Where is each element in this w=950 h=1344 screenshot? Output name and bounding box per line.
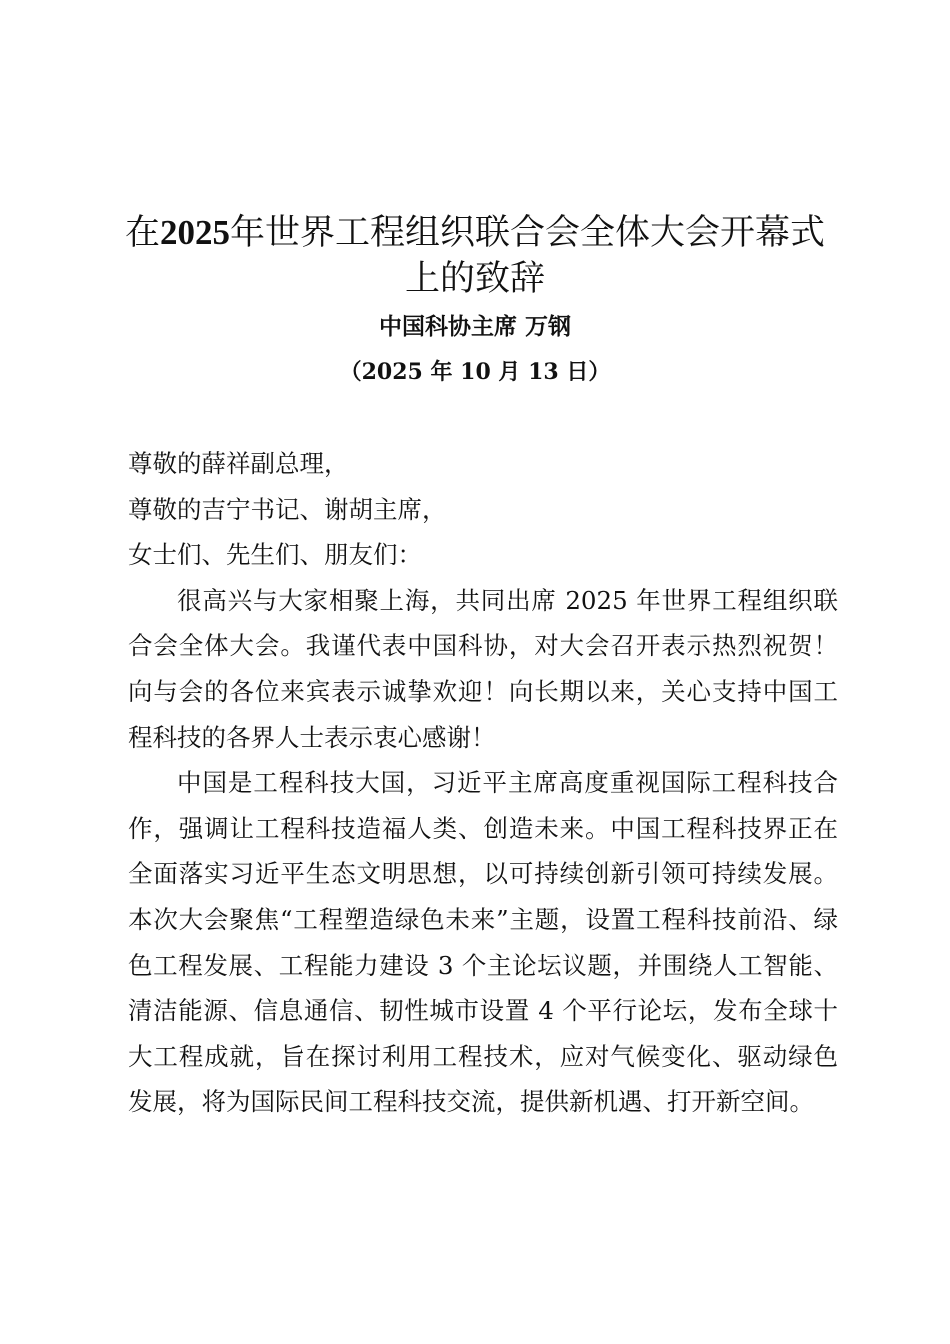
speaker-byline: 中国科协主席 万钢 xyxy=(378,313,571,340)
body-paragraph: 中国是工程科技大国，习近平主席高度重视国际工程科技合作，强调让工程科技造福人类、创造未来。中国工程科技界正在全面落实习近平生态文明思想，以可持续创新引领可持续发展。本次大会聚焦“工程塑造绿色未来”主题，设置工程科技前沿、绿色工程发展、工程能力建设 3 个主论坛议题，并围绕人工智能、清洁能源、信息通信、韧性城市设置 4 个平行论坛，发布全球十大工程成就，旨在探讨利用工程技术，应对气候变化、驱动绿色发展，将为国际民间工程科技交流，提供新机遇、打开新空间。 xyxy=(128,768,838,1117)
speech-body xyxy=(128,441,838,1125)
salutation-line: 女士们、先生们、朋友们： xyxy=(128,540,422,570)
body-paragraph: 很高兴与大家相聚上海，共同出席 2025 年世界工程组织联合会全体大会。我谨代表中国科协，对大会召开表示热烈祝贺！向与会的各位来宾表示诚挚欢迎！向长期以来，关心支持中国工程科技的各界人士表示衷心感谢！ xyxy=(128,585,838,752)
salutation-line: 尊敬的吉宁书记、谢胡主席， xyxy=(128,494,447,524)
speech-title xyxy=(110,210,840,302)
title-year: 2025 xyxy=(160,213,230,252)
title-suffix: 年世界工程组织联合会全体大会开幕式上的致辞 xyxy=(230,213,826,299)
salutation-line: 尊敬的薛祥副总理， xyxy=(128,449,349,478)
speech-date: （2025 年 10 月 13 日） xyxy=(339,359,611,385)
title-prefix: 在 xyxy=(124,213,160,253)
